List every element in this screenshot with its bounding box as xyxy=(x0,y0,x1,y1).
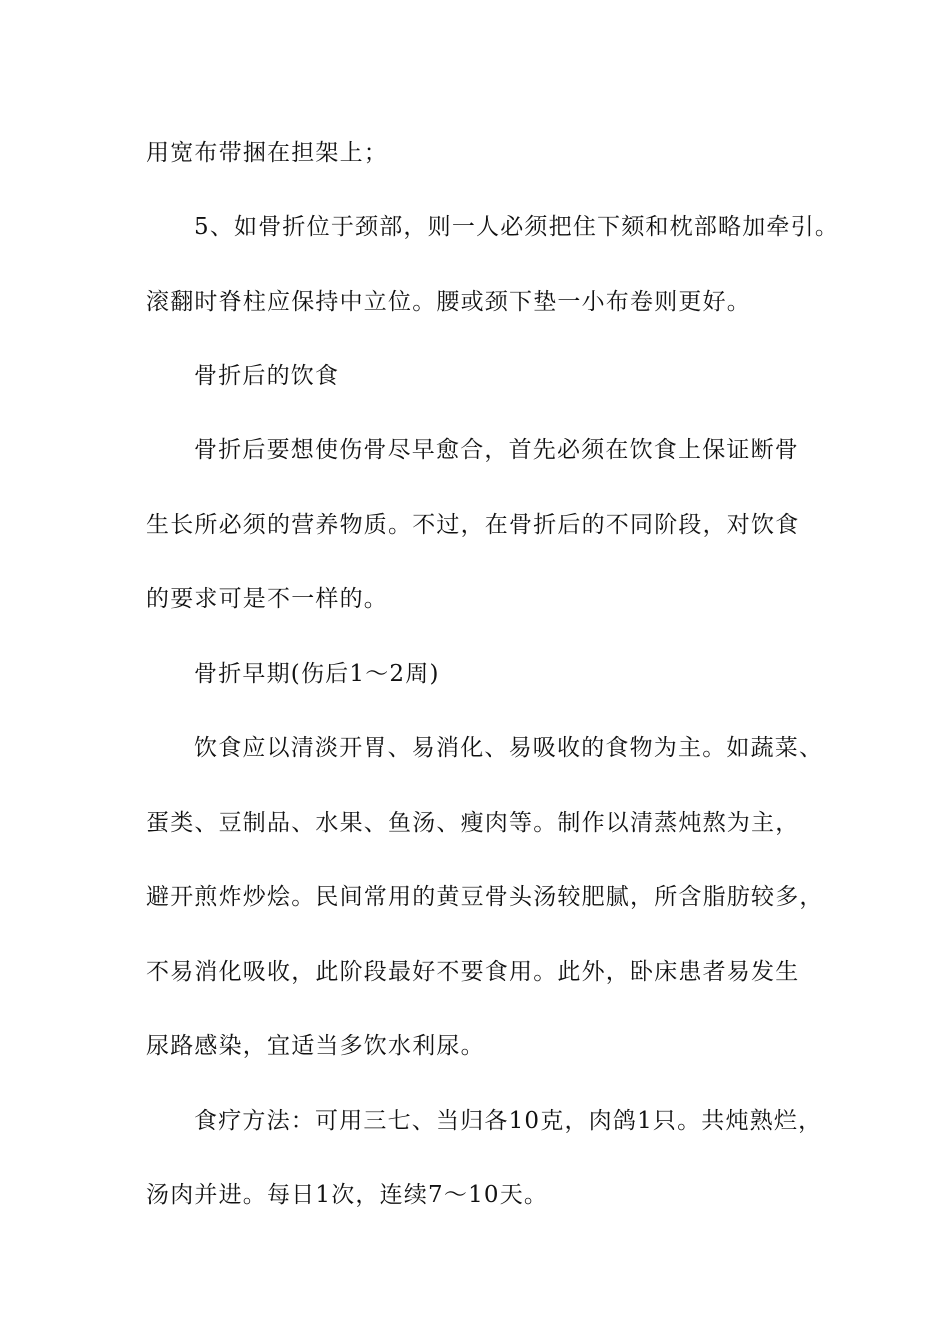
text-line: 食疗方法：可用三七、当归各10克，肉鸽1只。共炖熟烂， xyxy=(194,1108,823,1134)
text-line: 的要求可是不一样的。 xyxy=(146,586,388,612)
text-line: 尿路感染，宜适当多饮水利尿。 xyxy=(146,1033,485,1059)
text-line: 用宽布带捆在担架上； xyxy=(146,140,388,166)
section-heading: 骨折早期(伤后1～2周) xyxy=(194,661,440,687)
text-line: 蛋类、豆制品、水果、鱼汤、瘦肉等。制作以清蒸炖熬为主， xyxy=(146,810,800,836)
text-line: 骨折后要想使伤骨尽早愈合，首先必须在饮食上保证断骨 xyxy=(194,437,799,463)
text-line: 汤肉并进。每日1次，连续7～10天。 xyxy=(146,1182,549,1208)
section-heading: 骨折后的饮食 xyxy=(194,363,340,389)
text-line: 避开煎炸炒烩。民间常用的黄豆骨头汤较肥腻，所含脂肪较多， xyxy=(146,884,824,910)
text-line: 滚翻时脊柱应保持中立位。腰或颈下垫一小布卷则更好。 xyxy=(146,289,751,315)
text-line: 5、如骨折位于颈部，则一人必须把住下颏和枕部略加牵引。 xyxy=(194,214,840,240)
text-line: 饮食应以清淡开胃、易消化、易吸收的食物为主。如蔬菜、 xyxy=(194,735,824,761)
text-line: 不易消化吸收，此阶段最好不要食用。此外，卧床患者易发生 xyxy=(146,959,800,985)
text-line: 生长所必须的营养物质。不过，在骨折后的不同阶段，对饮食 xyxy=(146,512,800,538)
